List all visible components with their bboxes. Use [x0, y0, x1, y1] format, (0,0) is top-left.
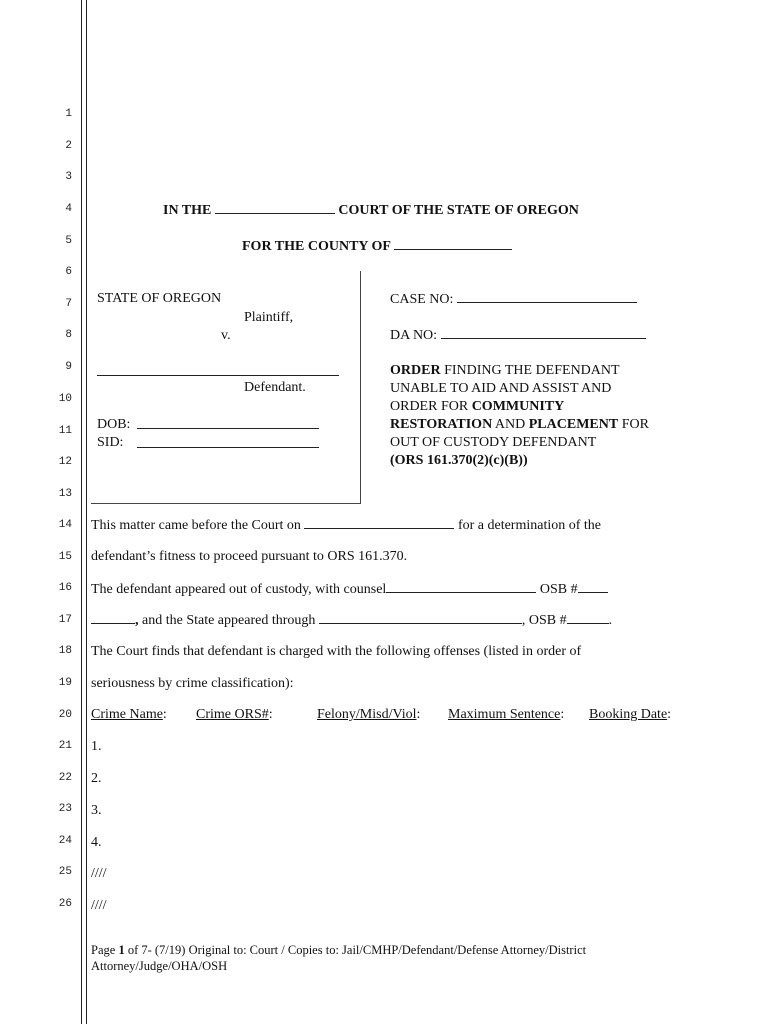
court-prefix: IN THE [163, 203, 212, 218]
line-number: 18 [58, 645, 72, 657]
da-no-label: DA NO: [390, 328, 438, 343]
header-max-sentence-cell: Maximum Sentence: [448, 707, 565, 722]
line-number: 8 [65, 329, 72, 341]
line-number: 13 [58, 488, 72, 500]
body-line-16: The defendant appeared out of custody, with counsel OSB # [91, 580, 608, 598]
line-number: 26 [58, 898, 72, 910]
court-name-blank [215, 201, 335, 214]
body-line-18: The Court finds that defendant is charged with the following offenses (listed in order of [91, 644, 582, 659]
line-number: 4 [65, 203, 72, 215]
line-number: 24 [58, 835, 72, 847]
county-heading [242, 237, 512, 255]
hearing-date-blank [304, 516, 454, 529]
line-number: 21 [58, 740, 72, 752]
caption-box-bottom-border [91, 503, 361, 504]
defendant-label: Defendant. [244, 380, 306, 395]
header-booking-date-cell: Booking Date: [589, 707, 672, 722]
header-classification: Felony/Misd/Viol [317, 707, 417, 722]
body-line-19: seriousness by crime classification): [91, 676, 294, 691]
offense-row-2: 2. [91, 771, 102, 786]
caption-box-right-border [360, 271, 361, 504]
defense-osb-blank [578, 580, 608, 593]
offense-table-header: Crime Name: [91, 707, 167, 722]
line-number: 5 [65, 235, 72, 247]
dob-label: DOB: [97, 417, 131, 432]
sid-label: SID: [97, 435, 124, 450]
header-crime-name: Crime Name [91, 707, 163, 722]
order-title-line-2: UNABLE TO AID AND ASSIST AND [390, 381, 612, 396]
line-number: 11 [58, 425, 72, 437]
defense-osb-blank-cont [91, 611, 135, 624]
line-number: 22 [58, 772, 72, 784]
defense-counsel-blank [386, 580, 536, 593]
order-title-line-5: OUT OF CUSTODY DEFENDANT [390, 435, 597, 450]
order-title-line-3: ORDER FOR COMMUNITY [390, 399, 565, 414]
line-number: 6 [65, 266, 72, 278]
body-line-15: defendant’s fitness to proceed pursuant to ORS 161.370. [91, 549, 408, 564]
case-no-label: CASE NO: [390, 292, 454, 307]
county-blank [394, 237, 512, 250]
line-number: 2 [65, 140, 72, 152]
dob-row [97, 416, 130, 433]
left-margin-rule [81, 0, 82, 1024]
header-crime-ors-cell: Crime ORS#: [196, 707, 273, 722]
case-no-blank [457, 290, 637, 303]
case-no [390, 290, 637, 308]
order-title-line-1: ORDER FINDING THE DEFENDANT [390, 363, 620, 378]
line-number: 20 [58, 709, 72, 721]
county-label: FOR THE COUNTY OF [242, 239, 391, 254]
line-number: 3 [65, 171, 72, 183]
line-number: 14 [58, 519, 72, 531]
header-booking-date: Booking Date [589, 707, 668, 722]
da-no-blank [441, 326, 646, 339]
line-number: 1 [65, 108, 72, 120]
plaintiff-label: Plaintiff, [244, 310, 294, 325]
offense-row-1: 1. [91, 739, 102, 754]
state-osb-blank [567, 611, 609, 624]
offense-row-4: 4. [91, 835, 102, 850]
dob-blank [137, 428, 319, 429]
sid-blank [137, 447, 319, 448]
body-line-14: This matter came before the Court on for a determination of the [91, 518, 601, 533]
state-attorney-blank [319, 611, 522, 624]
separator-line-26: //// [91, 898, 107, 913]
header-max-sentence: Maximum Sentence [448, 707, 561, 722]
header-classification-cell: Felony/Misd/Viol: [317, 707, 421, 722]
order-title-line-4: RESTORATION AND PLACEMENT FOR [390, 417, 649, 432]
line-number: 17 [58, 614, 72, 626]
defendant-name-blank [97, 375, 339, 376]
line-number: 23 [58, 803, 72, 815]
plaintiff-name: STATE OF OREGON [97, 291, 222, 306]
versus: v. [221, 328, 231, 343]
left-margin-rule-inner [86, 0, 87, 1024]
sid-row [97, 434, 123, 451]
line-number: 9 [65, 361, 72, 373]
page-footer: Page 1 of 7- (7/19) Original to: Court / Copies to: Jail/CMHP/Defendant/Defense Attorney/District Attorney/Judge/OHA/OSH [91, 943, 587, 973]
court-heading [163, 201, 579, 219]
line-number: 16 [58, 582, 72, 594]
header-crime-ors: Crime ORS# [196, 707, 269, 722]
line-number: 7 [65, 298, 72, 310]
da-no [390, 326, 646, 344]
court-suffix: COURT OF THE STATE OF OREGON [338, 203, 579, 218]
line-number: 15 [58, 551, 72, 563]
line-number: 25 [58, 866, 72, 878]
separator-line-25: //// [91, 866, 107, 881]
offense-row-3: 3. [91, 803, 102, 818]
line-number: 12 [58, 456, 72, 468]
line-number: 10 [58, 393, 72, 405]
order-title-statute: (ORS 161.370(2)(c)(B)) [390, 453, 528, 468]
body-line-17: , and the State appeared through , OSB # . [91, 611, 612, 629]
line-number: 19 [58, 677, 72, 689]
